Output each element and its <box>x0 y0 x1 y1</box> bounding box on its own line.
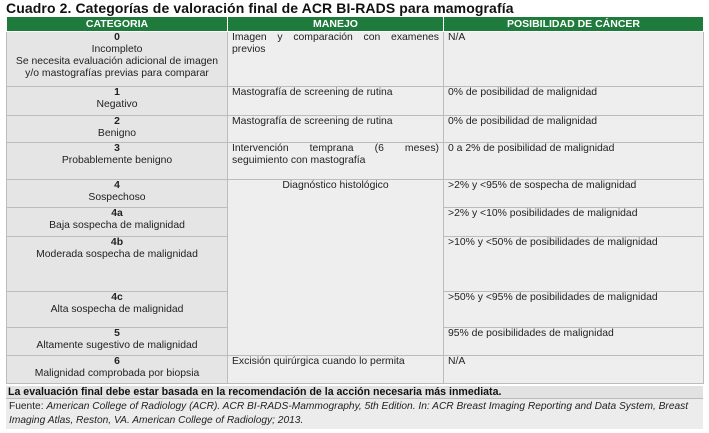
posibilidad-cell: >2% y <95% de sospecha de malignidad <box>444 180 704 208</box>
category-label: Moderada sospecha de malignidad <box>36 249 198 260</box>
table-row <box>7 116 704 143</box>
category-label: Altamente sugestivo de malignidad <box>36 340 198 351</box>
posibilidad-cell: 0 a 2% de posibilidad de malignidad <box>444 143 704 180</box>
table-row <box>7 356 704 384</box>
category-label: Benigno <box>97 128 137 139</box>
category-number: 4c <box>111 292 123 303</box>
category-number: 6 <box>114 356 120 367</box>
table-row <box>7 180 704 208</box>
table-row <box>7 32 704 87</box>
category-number: 5 <box>114 328 120 339</box>
categoria-cell <box>7 356 228 384</box>
category-label: Baja sospecha de malignidad <box>49 220 185 231</box>
categoria-cell <box>7 180 228 208</box>
category-label: Probablemente benigno <box>61 155 173 166</box>
category-label: Sospechoso <box>88 192 146 203</box>
table-row <box>7 87 704 116</box>
categoria-cell <box>7 292 228 328</box>
categoria-cell <box>7 208 228 237</box>
source-citation <box>6 399 703 429</box>
footer-note: La evaluación final debe estar basada en la recomendación de la acción necesaria más inmediata. <box>6 386 703 399</box>
table-title: Cuadro 2. Categorías de valoración final de ACR BI-RADS para mamografía <box>6 0 514 16</box>
manejo-cell: Intervención temprana (6 meses) seguimiento con mastografía <box>228 143 444 180</box>
category-number: 2 <box>114 116 120 127</box>
posibilidad-cell: >50% y <95% de posibilidades de malignidad <box>444 292 704 328</box>
birads-table <box>6 16 704 384</box>
posibilidad-cell: N/A <box>444 356 704 384</box>
table-header-row <box>7 17 704 32</box>
categoria-cell <box>7 87 228 116</box>
category-number: 4b <box>110 237 124 248</box>
categoria-cell <box>7 143 228 180</box>
category-label: Negativo <box>96 99 138 110</box>
source-text: American College of Radiology (ACR). ACR BI-RADS-Mammography, 5th Edition. In: ACR Breast Imaging Reporting and Data System, Breast Imaging Atlas, Reston, VA. American College of Radiology; 2013. <box>9 401 689 426</box>
category-sub: Se necesita evaluación adicional de imagen <box>15 56 219 67</box>
posibilidad-cell: >10% y <50% de posibilidades de malignidad <box>444 237 704 292</box>
categoria-cell <box>7 237 228 292</box>
category-label: Alta sospecha de malignidad <box>50 304 184 315</box>
manejo-shared-cell: Diagnóstico histológico <box>228 180 444 356</box>
header-manejo: MANEJO <box>228 17 444 32</box>
header-categoria: CATEGORIA <box>7 17 228 32</box>
manejo-cell: Excisión quirúrgica cuando lo permita <box>228 356 444 384</box>
category-number: 1 <box>114 87 120 98</box>
manejo-cell: Mastografía de screening de rutina <box>228 116 444 143</box>
category-number: 4 <box>114 180 120 191</box>
categoria-cell <box>7 116 228 143</box>
manejo-cell: Imagen y comparación con examenes previos <box>228 32 444 87</box>
posibilidad-cell: >2% y <10% posibilidades de malignidad <box>444 208 704 237</box>
posibilidad-cell: 95% de posibilidades de malignidad <box>444 328 704 356</box>
categoria-cell <box>7 32 228 87</box>
posibilidad-cell: 0% de posibilidad de malignidad <box>444 116 704 143</box>
header-posibilidad: POSIBILIDAD DE CÁNCER <box>444 17 704 32</box>
category-sub: y/o mastografías previas para comparar <box>25 68 209 79</box>
posibilidad-cell: N/A <box>444 32 704 87</box>
category-number: 3 <box>114 143 120 154</box>
manejo-cell: Mastografía de screening de rutina <box>228 87 444 116</box>
categoria-cell <box>7 328 228 356</box>
category-number: 0 <box>114 32 120 43</box>
category-number: 4a <box>111 208 123 219</box>
source-prefix: Fuente: <box>9 401 47 412</box>
category-label: Incompleto <box>91 44 143 55</box>
category-label: Malignidad comprobada por biopsia <box>34 368 200 379</box>
posibilidad-cell: 0% de posibilidad de malignidad <box>444 87 704 116</box>
table-row <box>7 143 704 180</box>
